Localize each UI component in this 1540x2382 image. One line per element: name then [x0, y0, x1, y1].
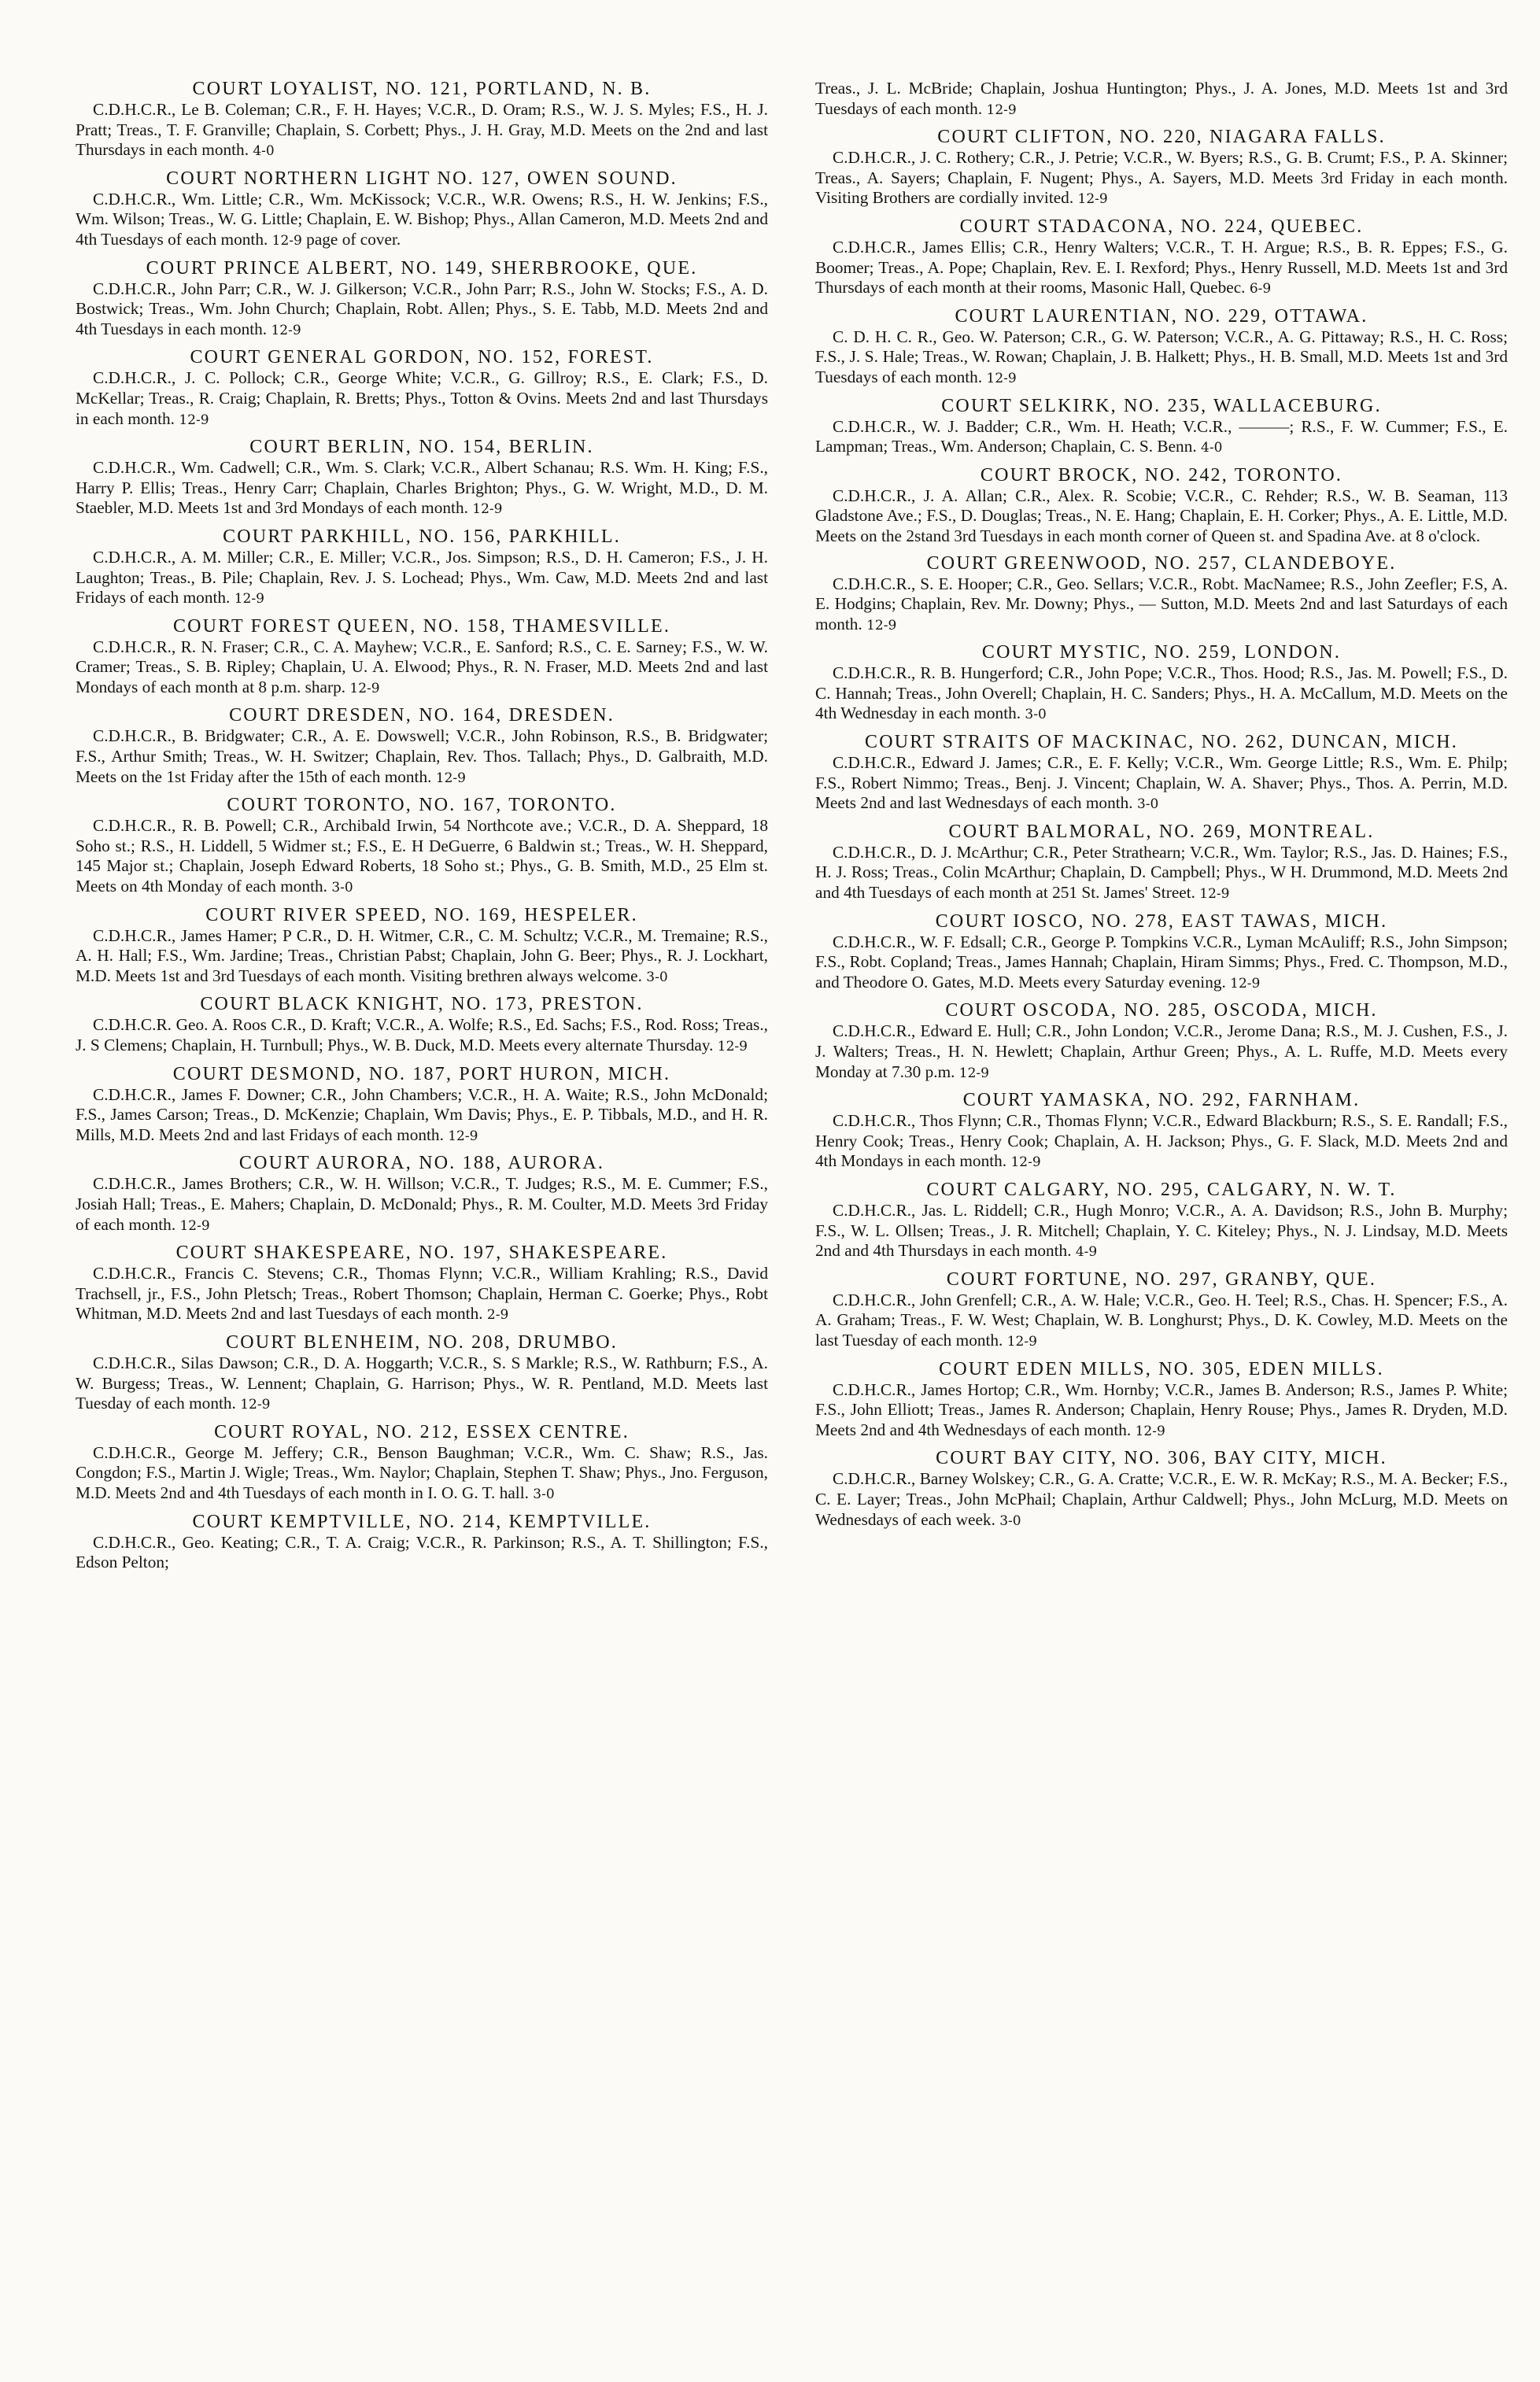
court-entry [76, 1153, 768, 1236]
court-body-text: C.D.H.C.R., James Brothers; C.R., W. H. Willson; V.C.R., T. Judges; R.S., M. E. Cummer; F.S., Josiah Hall; Treas., E. Mahers; Chaplain, D. McDonald; Phys., R. M. Coulter, M.D. Meets 3rd Friday of each month. [76, 1174, 768, 1234]
court-body-text: C.D.H.C.R., James Hamer; P C.R., D. H. Witmer, C.R., C. M. Schultz; V.C.R., M. Tremaine; R.S., A. H. Hall; F.S., Wm. Jardine; Treas., Christian Pabst; Chaplain, John G. Beer; Phys., R. J. Lockhart, M.D. Meets 1st and 3rd Tuesdays of each month. Visiting brethren always welcome. [76, 925, 768, 985]
court-entry [76, 1243, 768, 1326]
court-officers-text [76, 1353, 768, 1416]
court-entry [815, 216, 1508, 300]
court-body-text: C.D.H.C.R., R. B. Powell; C.R., Archibald Irwin, 54 Northcote ave.; V.C.R., D. A. Sheppard, 18 Soho st.; R.S., H. Liddell, 5 Widmer st.; F.S., E. H DeGuerre, 6 Baldwin st.; Treas., W. H. Sheppard, 145 Major st.; Chaplain, Joseph Edward Roberts, 18 Soho st.; Phys., G. B. Smith, M.D., 25 Elm st. Meets on 4th Monday of each month. [76, 816, 768, 896]
court-body-text: C.D.H.C.R., James Hortop; C.R., Wm. Hornby; V.C.R., James B. Anderson; R.S., James P. White; F.S., John Elliott; Treas., James R. Anderson; Chaplain, Henry Rouse; Phys., James R. Dryden, M.D. Meets 2nd and 4th Wednesdays of each month. [815, 1379, 1508, 1439]
court-officers-text [76, 458, 768, 520]
court-heading: COURT CLIFTON, NO. 220, NIAGARA FALLS. [937, 127, 1386, 148]
court-body-text: C.D.H.C.R., B. Bridgwater; C.R., A. E. Dowswell; V.C.R., John Robinson, R.S., B. Bridgwater; F.S., Arthur Smith; Treas., W. H. Switzer; Chaplain, Rev. Thos. Tallach; Phys., D. Galbraith, M.D. Meets on the 1st Friday after the 15th of each month. [76, 726, 768, 786]
court-body-text: C.D.H.C.R., W. J. Badder; C.R., Wm. H. Heath; V.C.R., ———; R.S., F. W. Cummer; F.S., E. Lampman; Treas., Wm. Anderson; Chaplain, C. S. Benn. [815, 416, 1508, 456]
court-officers-text [815, 79, 1508, 120]
court-heading: COURT BLENHEIM, NO. 208, DRUMBO. [226, 1331, 618, 1353]
court-body-text: C.D.H.C.R. Geo. A. Roos C.R., D. Kraft; V.C.R., A. Wolfe; R.S., Ed. Sachs; F.S., Rod. Ross; Treas., J. S Clemens; Chaplain, H. Turnbull; Phys., W. B. Duck, M.D. Meets every alternate Thursday. [76, 1015, 768, 1054]
court-heading: COURT STADACONA, NO. 224, QUEBEC. [959, 216, 1364, 237]
court-entry [76, 1064, 768, 1147]
insertion-code: 12-9 [1230, 975, 1261, 992]
court-officers-text [76, 190, 768, 252]
court-officers-text [76, 1443, 768, 1505]
court-entry [815, 306, 1508, 390]
court-body-text: C.D.H.C.R., George M. Jeffery; C.R., Benson Baughman; V.C.R., Wm. C. Shaw; R.S., Jas. Congdon; F.S., Martin J. Wigle; Treas., Wm. Naylor; Chaplain, Stephen T. Shaw; Phys., Jno. Ferguson, M.D. Meets 2nd and 4th Tuesdays of each month in I. O. G. T. hall. [76, 1442, 768, 1502]
insertion-code: 3-0 [1025, 707, 1047, 723]
court-body-text: C.D.H.C.R., Wm. Little; C.R., Wm. McKissock; V.C.R., W.R. Owens; R.S., H. W. Jenkins; F.S., Wm. Wilson; Treas., W. G. Little; Chaplain, E. W. Bishop; Phys., Allan Cameron, M.D. Meets 2nd and 4th Tuesdays of each month. [76, 189, 768, 249]
court-entry [815, 553, 1508, 637]
court-officers-text [76, 637, 768, 700]
court-officers-text [815, 1201, 1508, 1263]
court-entry [76, 1422, 768, 1505]
court-entry [76, 705, 768, 788]
court-officers-text [815, 843, 1508, 905]
court-body-text: C.D.H.C.R., D. J. McArthur; C.R., Peter Strathearn; V.C.R., Wm. Taylor; R.S., Jas. D. Haines; F.S., H. J. Ross; Treas., Colin McArthur; Chaplain, D. Campbell; Phys., W H. Drummond, M.D. Meets 2nd and 4th Tuesdays of each month at 251 St. James' Street. [815, 842, 1508, 903]
court-tail-text: page of cover. [306, 229, 401, 249]
court-body-text: C.D.H.C.R., Edward J. James; C.R., E. F. Kelly; V.C.R., Wm. George Little; R.S., Wm. E. Philp; F.S., Robert Nimmo; Treas., Benj. J. Vincent; Chaplain, W. A. Shaver; Phys., Thos. A. Perrin, M.D. Meets 2nd and last Wednesdays of each month. [815, 753, 1508, 813]
insertion-code: 12-9 [179, 412, 209, 428]
insertion-code: 3-0 [1136, 796, 1159, 813]
court-body-text: C.D.H.C.R., Wm. Cadwell; C.R., Wm. S. Clark; V.C.R., Albert Schanau; R.S. Wm. H. King; F.S., Harry P. Ellis; Treas., Henry Carr; Chaplain, Charles Brighton; Phys., G. W. Wright, M.D., D. M. Staebler, M.D. Meets 1st and 3rd Mondays of each month. [76, 458, 768, 518]
court-heading: COURT ROYAL, NO. 212, ESSEX CENTRE. [214, 1421, 630, 1442]
court-heading: COURT BROCK, NO. 242, TORONTO. [980, 464, 1343, 486]
court-heading: COURT FORTUNE, NO. 297, GRANBY, QUE. [946, 1269, 1377, 1290]
insertion-code: 12-9 [179, 1217, 210, 1234]
court-body-text: C.D.H.C.R., Barney Wolskey; C.R., G. A. Cratte; V.C.R., E. W. R. McKay; R.S., M. A. Becker; F.S., C. E. Layer; Treas., John McPhail; Chaplain, Arthur Caldwell; Phys., John McLurg, M.D. Meets on Wednesdays of each week. [815, 1469, 1508, 1529]
court-body-text: C.D.H.C.R., R. N. Fraser; C.R., C. A. Mayhew; V.C.R., E. Sanford; R.S., C. E. Sarney; F.S., W. W. Cramer; Treas., S. B. Ripley; Chaplain, U. A. Elwood; Phys., R. N. Fraser, M.D. Meets 2nd and last Mondays of each month at 8 p.m. sharp. [76, 637, 768, 696]
court-officers-text [76, 1015, 768, 1057]
court-heading: COURT DESMOND, NO. 187, PORT HURON, MICH. [172, 1063, 671, 1084]
court-officers-text [76, 368, 768, 430]
insertion-code: 12-9 [349, 680, 380, 696]
court-officers-text [76, 100, 768, 162]
court-heading: COURT YAMASKA, NO. 292, FARNHAM. [962, 1090, 1361, 1111]
court-entry [76, 168, 768, 252]
court-entry [76, 258, 768, 342]
court-officers-text [76, 1174, 768, 1236]
court-body-text: C.D.H.C.R., Edward E. Hull; C.R., John London; V.C.R., Jerome Dana; R.S., M. J. Cushen, F.S., J. J. Walters; Treas., H. N. Hewlett; Chaplain, Arthur Green; Phys., A. L. Ruffe, M.D. Meets every Monday at 7.30 p.m. [815, 1021, 1508, 1081]
insertion-code: 12-9 [1135, 1423, 1165, 1439]
court-heading: COURT NORTHERN LIGHT NO. 127, OWEN SOUND. [166, 168, 678, 189]
court-officers-text [815, 753, 1508, 815]
court-entry [76, 437, 768, 520]
court-entry [815, 732, 1508, 815]
court-body-text: C.D.H.C.R., A. M. Miller; C.R., E. Miller; V.C.R., Jos. Simpson; R.S., D. H. Cameron; F.S., J. H. Laughton; Treas., B. Pile; Chaplain, Rev. J. S. Lochead; Phys., Wm. Caw, M.D. Meets 2nd and last Fridays of each month. [76, 547, 768, 608]
insertion-code: 12-9 [986, 102, 1017, 118]
court-entry [815, 642, 1508, 726]
insertion-code: 12-9 [448, 1128, 478, 1144]
court-officers-text [815, 238, 1508, 300]
court-entry [815, 1448, 1508, 1531]
court-body-text: Treas., J. L. McBride; Chaplain, Joshua Huntington; Phys., J. A. Jones, M.D. Meets 1st and 3rd Tuesdays of each month. [815, 79, 1508, 118]
insertion-code: 4-9 [1075, 1244, 1098, 1261]
insertion-code: 12-9 [240, 1397, 271, 1413]
court-body-text: C.D.H.C.R., R. B. Hungerford; C.R., John Pope; V.C.R., Thos. Hood; R.S., Jas. M. Powell; F.S., D. C. Hannah; Treas., John Overell; Chaplain, H. C. Sanders; Phys., H. A. McCallum, M.D. Meets on the 4th Wednesday in each month. [815, 663, 1508, 723]
court-officers-text [815, 932, 1508, 995]
court-entry [76, 1512, 768, 1573]
insertion-code: 4-0 [1201, 440, 1223, 456]
court-heading: COURT CALGARY, NO. 295, CALGARY, N. W. T. [926, 1179, 1397, 1200]
court-body-text: C.D.H.C.R., W. F. Edsall; C.R., George P. Tompkins V.C.R., Lyman McAuliff; R.S., John Simpson; F.S., Robt. Copland; Treas., James Hannah; Chaplain, Hiram Simms; Phys., Fred. C. Thompson, M.D., and Theodore O. Gates, M.D. Meets every Saturday evening. [815, 932, 1508, 992]
court-body-text: C.D.H.C.R., James Ellis; C.R., Henry Walters; V.C.R., T. H. Argue; R.S., B. R. Eppes; F.S., G. Boomer; Treas., A. Pope; Chaplain, Rev. E. I. Rexford; Phys., Henry Russell, M.D. Meets 1st and 3rd Thursdays of each month at their rooms, Masonic Hall, Quebec. [815, 237, 1508, 297]
court-body-text: C.D.H.C.R., Silas Dawson; C.R., D. A. Hoggarth; V.C.R., S. S Markle; R.S., W. Rathburn; F.S., A. W. Burgess; Treas., W. Lennent; Chaplain, G. Harrison; Phys., W. R. Pentland, M.D. Meets last Tuesday of each month. [76, 1353, 768, 1413]
court-heading: COURT BALMORAL, NO. 269, MONTREAL. [948, 821, 1375, 842]
insertion-code: 2-9 [486, 1307, 509, 1324]
right-column [815, 79, 1508, 1538]
court-entry [76, 526, 768, 610]
court-entry [76, 347, 768, 430]
court-body-text: C. D. H. C. R., Geo. W. Paterson; C.R., G. W. Paterson; V.C.R., A. G. Pittaway; R.S., H. C. Ross; F.S., J. S. Hale; Treas., W. Rowan; Chaplain, J. B. Halkett; Phys., H. B. Small, M.D. Meets 1st and 3rd Tuesdays of each month. [815, 327, 1508, 386]
court-body-text: C.D.H.C.R., James F. Downer; C.R., John Chambers; V.C.R., H. A. Waite; R.S., John McDonald; F.S., James Carson; Treas., D. McKenzie; Chaplain, Wm Davis; Phys., E. P. Tibbals, M.D., and H. R. Mills, M.D. Meets 2nd and last Fridays of each month. [76, 1084, 768, 1144]
court-heading: COURT DRESDEN, NO. 164, DRESDEN. [229, 705, 615, 726]
court-heading: COURT PRINCE ALBERT, NO. 149, SHERBROOKE, QUE. [146, 257, 698, 279]
court-entry [76, 79, 768, 162]
court-body-text: C.D.H.C.R., Thos Flynn; C.R., Thomas Flynn; V.C.R., Edward Blackburn; R.S., S. E. Randall; F.S., Henry Cook; Treas., Henry Cook; Chaplain, A. H. Jackson; Phys., G. F. Slack, M.D. Meets 2nd and 4th Mondays in each month. [815, 1111, 1508, 1171]
insertion-code: 12-9 [866, 617, 897, 633]
court-heading: COURT BERLIN, NO. 154, BERLIN. [249, 437, 594, 458]
left-column [76, 79, 768, 1579]
insertion-code: 12-9 [271, 232, 302, 249]
court-entry [76, 1332, 768, 1416]
court-heading: COURT GENERAL GORDON, NO. 152, FOREST. [190, 347, 654, 368]
court-heading: COURT SHAKESPEARE, NO. 197, SHAKESPEARE. [175, 1243, 668, 1264]
court-entry [815, 1090, 1508, 1173]
court-entry [815, 1269, 1508, 1353]
insertion-code: 3-0 [533, 1486, 555, 1502]
court-officers-text [815, 574, 1508, 637]
court-heading: COURT LAURENTIAN, NO. 229, OTTAWA. [955, 305, 1368, 327]
court-officers-text [76, 548, 768, 610]
directory-page [76, 79, 1508, 2361]
insertion-code: 12-9 [472, 501, 503, 518]
insertion-code: 12-9 [958, 1065, 989, 1081]
court-officers-text [815, 663, 1508, 726]
insertion-code: 12-9 [717, 1039, 748, 1054]
court-officers-text [815, 327, 1508, 390]
court-officers-text [815, 486, 1508, 547]
court-officers-text [815, 1380, 1508, 1442]
court-body-text: C.D.H.C.R., J. C. Rothery; C.R., J. Petrie; V.C.R., W. Byers; R.S., G. B. Crumt; F.S., P. A. Skinner; Treas., A. Sayers; Chaplain, F. Nugent; Phys., A. Sayers, M.D. Meets 3rd Friday in each month. Visiting Brothers are cordially invited. [815, 148, 1508, 208]
court-body-text: C.D.H.C.R., Geo. Keating; C.R., T. A. Craig; V.C.R., R. Parkinson; R.S., A. T. Shillington; F.S., Edson Pelton; [76, 1532, 768, 1572]
court-heading: COURT EDEN MILLS, NO. 305, EDEN MILLS. [939, 1358, 1384, 1379]
court-heading: COURT BLACK KNIGHT, NO. 173, PRESTON. [200, 994, 644, 1015]
court-entry [76, 795, 768, 898]
insertion-code: 12-9 [1006, 1333, 1037, 1350]
court-body-text: C.D.H.C.R., Le B. Coleman; C.R., F. H. Hayes; V.C.R., D. Oram; R.S., W. J. S. Myles; F.S., H. J. Pratt; Treas., T. F. Granville; Chaplain, S. Corbett; Phys., J. H. Gray, M.D. Meets on the 2nd and last Thursdays in each month. [76, 100, 768, 160]
court-officers-text [815, 1111, 1508, 1173]
court-heading: COURT OSCODA, NO. 285, OSCODA, MICH. [945, 1000, 1378, 1021]
court-entry [815, 127, 1508, 210]
insertion-code: 4-0 [253, 143, 275, 160]
court-body-text: C.D.H.C.R., J. A. Allan; C.R., Alex. R. Scobie; V.C.R., C. Rehder; R.S., W. B. Seaman, 113 Gladstone Ave.; F.S., D. Douglas; Treas., N. E. Hang; Chaplain, E. H. Corker; Phys., A. E. Little, M.D. Meets on the 2stand 3rd Tuesdays in each month corner of Queen st. and Spadina Ave. at 8 o'clock. [815, 486, 1508, 545]
court-entry [815, 822, 1508, 905]
court-entry [815, 396, 1508, 459]
court-body-text: C.D.H.C.R., John Parr; C.R., W. J. Gilkerson; V.C.R., John Parr; R.S., John W. Stocks; F.S., A. D. Bostwick; Treas., Wm. John Church; Chaplain, Robt. Allen; Phys., S. E. Tabb, M.D. Meets 2nd and 4th Tuesdays in each month. [76, 279, 768, 338]
court-officers-text [76, 1085, 768, 1147]
court-entry [815, 1180, 1508, 1263]
court-officers-text [76, 279, 768, 342]
court-entry [815, 465, 1508, 547]
court-body-text: C.D.H.C.R., Jas. L. Riddell; C.R., Hugh Monro; V.C.R., A. A. Davidson; R.S., John B. Murphy; F.S., W. L. Ollsen; Treas., J. R. Mitchell; Chaplain, Y. C. Kiteley; Phys., N. J. Lindsay, M.D. Meets 2nd and 4th Thursdays in each month. [815, 1200, 1508, 1261]
insertion-code: 12-9 [1077, 191, 1108, 208]
court-body-text: C.D.H.C.R., John Grenfell; C.R., A. W. Hale; V.C.R., Geo. H. Teel; R.S., Chas. H. Spencer; F.S., A. A. Graham; Treas., F. W. West; Chaplain, W. B. Longhurst; Phys., D. K. Cowley, M.D. Meets on the last Tuesday of each month. [815, 1290, 1508, 1350]
court-heading: COURT LOYALIST, NO. 121, PORTLAND, N. B. [192, 79, 652, 99]
court-entry [76, 994, 768, 1057]
court-officers-text [815, 148, 1508, 210]
court-heading: COURT KEMPTVILLE, NO. 214, KEMPTVILLE. [192, 1511, 652, 1532]
court-heading: COURT PARKHILL, NO. 156, PARKHILL. [223, 526, 621, 547]
insertion-code: 12-9 [1010, 1154, 1041, 1171]
court-officers-text [76, 816, 768, 898]
court-officers-text [815, 417, 1508, 459]
court-heading: COURT TORONTO, NO. 167, TORONTO. [227, 795, 617, 816]
court-body-text: C.D.H.C.R., J. C. Pollock; C.R., George White; V.C.R., G. Gillroy; R.S., E. Clark; F.S., D. McKellar; Treas., R. Craig; Chaplain, R. Bretts; Phys., Totton & Ovins. Meets 2nd and last Thursdays in each month. [76, 368, 768, 428]
court-officers-text [815, 1291, 1508, 1353]
court-officers-text [815, 1469, 1508, 1531]
court-body-text: C.D.H.C.R., S. E. Hooper; C.R., Geo. Sellars; V.C.R., Robt. MacNamee; R.S., John Zeefler; F.S, A. E. Hodgins; Chaplain, Rev. Mr. Downy; Phys., — Sutton, M.D. Meets 2nd and last Saturdays of each month. [815, 574, 1508, 633]
insertion-code: 3-0 [999, 1512, 1021, 1529]
court-heading: COURT RIVER SPEED, NO. 169, HESPELER. [205, 904, 638, 925]
court-entry [815, 1359, 1508, 1442]
court-heading: COURT IOSCO, NO. 278, EAST TAWAS, MICH. [935, 910, 1388, 932]
insertion-code: 12-9 [986, 370, 1017, 386]
court-entry [815, 1000, 1508, 1084]
court-heading: COURT FOREST QUEEN, NO. 158, THAMESVILLE. [172, 615, 671, 637]
court-body-text: C.D.H.C.R., Francis C. Stevens; C.R., Thomas Flynn; V.C.R., William Krahling; R.S., David Trachsell, jr., F.S., John Pletsch; Treas., Robert Thomson; Chaplain, Herman C. Goerke; Phys., Robt Whitman, M.D. Meets 2nd and last Tuesdays of each month. [76, 1264, 768, 1324]
court-officers-text [76, 1264, 768, 1326]
court-officers-text [76, 726, 768, 788]
court-entry [815, 911, 1508, 995]
court-officers-text [76, 1533, 768, 1573]
court-entry [76, 905, 768, 988]
court-entry [76, 616, 768, 700]
insertion-code: 12-9 [234, 591, 264, 608]
court-heading: COURT MYSTIC, NO. 259, LONDON. [981, 642, 1342, 663]
court-heading: COURT GREENWOOD, NO. 257, CLANDEBOYE. [926, 552, 1397, 574]
court-heading: COURT AURORA, NO. 188, AURORA. [238, 1153, 605, 1174]
insertion-code: 6-9 [1249, 281, 1272, 297]
court-heading: COURT STRAITS OF MACKINAC, NO. 262, DUNCAN, MICH. [865, 732, 1458, 753]
court-heading: COURT SELKIRK, NO. 235, WALLACEBURG. [941, 395, 1382, 416]
court-heading: COURT BAY CITY, NO. 306, BAY CITY, MICH. [936, 1448, 1387, 1469]
insertion-code: 12-9 [1199, 886, 1230, 903]
insertion-code: 3-0 [646, 969, 668, 985]
court-officers-text [76, 926, 768, 988]
court-officers-text [815, 1021, 1508, 1084]
insertion-code: 12-9 [435, 770, 466, 786]
insertion-code: 12-9 [271, 322, 301, 338]
insertion-code: 3-0 [331, 880, 353, 896]
court-entry [815, 79, 1508, 120]
